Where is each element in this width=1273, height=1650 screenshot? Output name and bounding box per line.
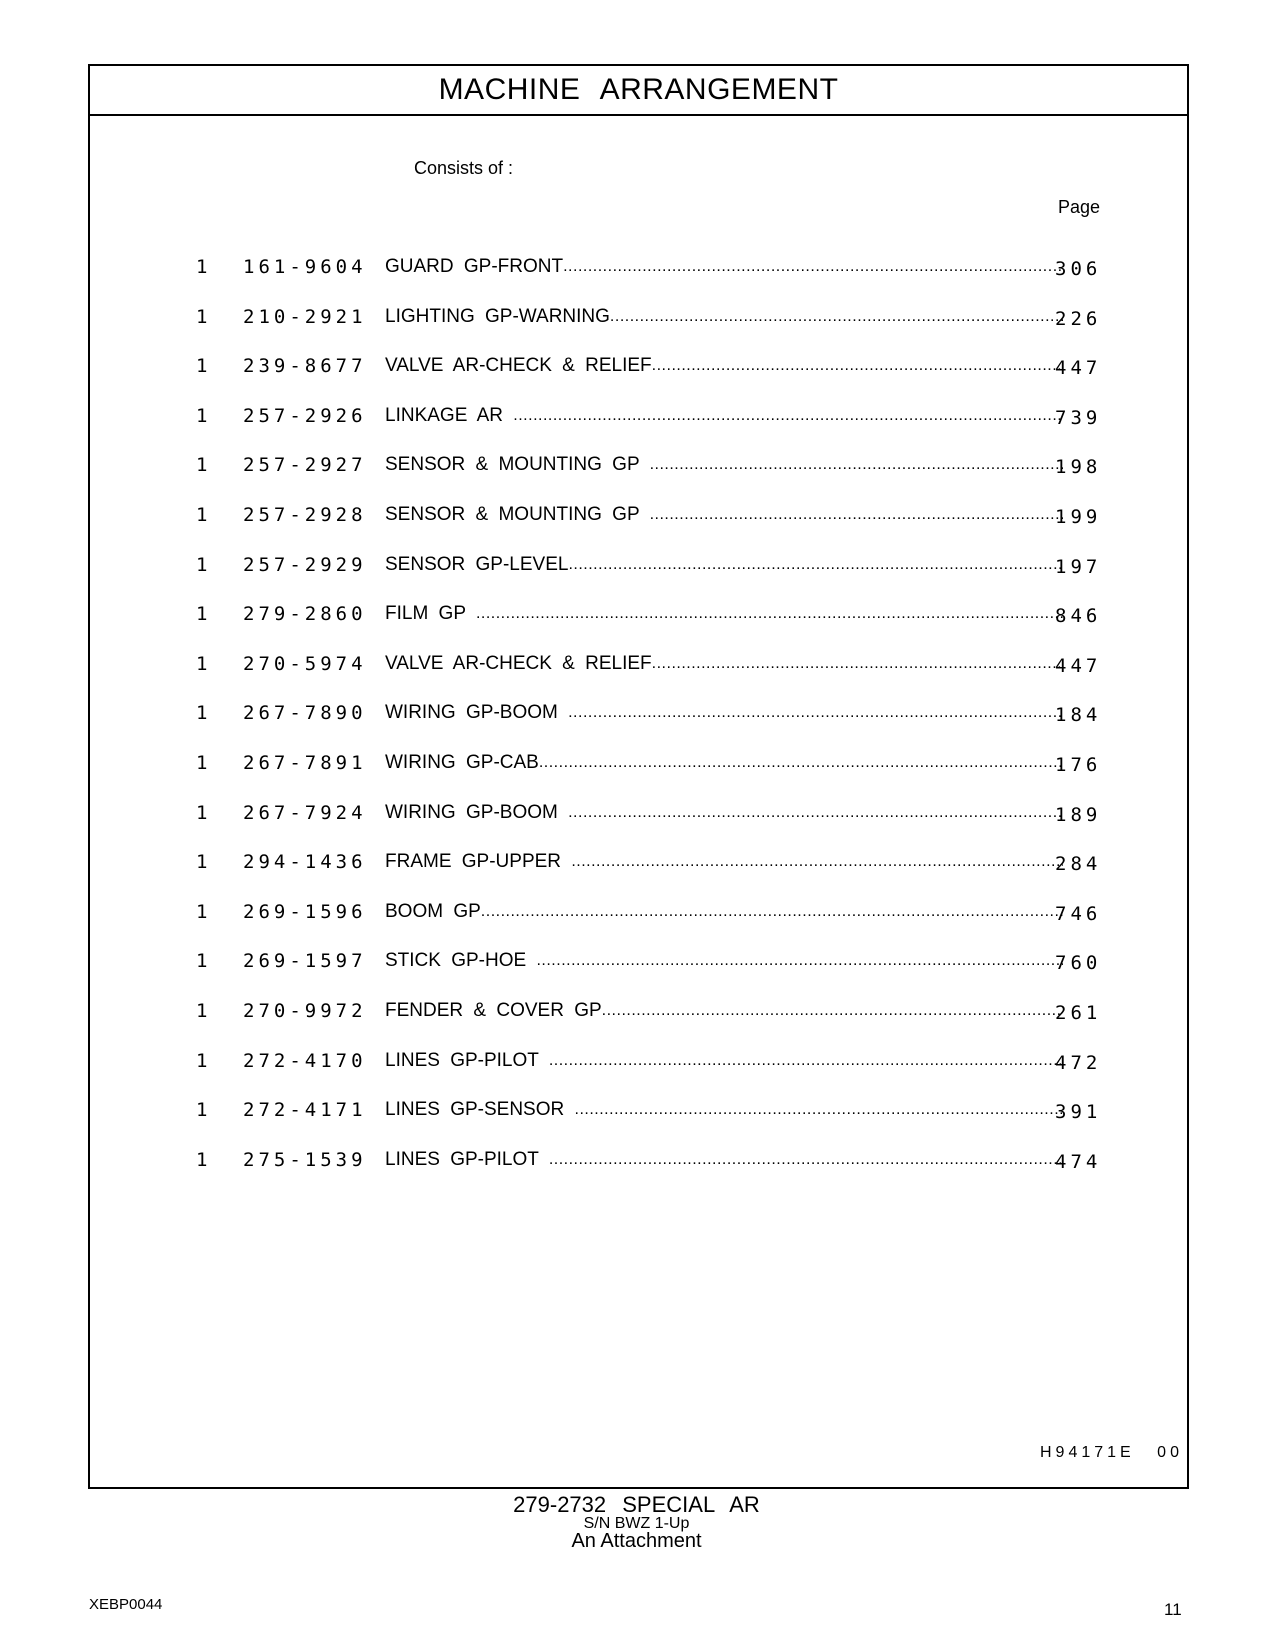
item-part-number: 267-7890 (243, 702, 367, 725)
item-quantity: 1 (196, 404, 208, 427)
item-part-number: 270-9972 (243, 1000, 367, 1022)
list-item (90, 1000, 1187, 1030)
item-description-line (385, 603, 1063, 625)
item-part-number: 270-5974 (243, 652, 367, 675)
item-part-number: 210-2921 (243, 305, 367, 328)
item-part-number: 257-2927 (243, 454, 367, 477)
item-quantity: 1 (196, 256, 208, 278)
leader-dots (571, 851, 1063, 873)
list-item (90, 901, 1187, 931)
list-item (90, 554, 1187, 584)
item-part-number: 294-1436 (243, 851, 367, 874)
item-description: GUARD GP-FRONT (385, 256, 564, 277)
item-description-line (385, 802, 1063, 824)
leader-dots (602, 1000, 1063, 1022)
item-description-line (385, 454, 1063, 476)
leader-dots (549, 1050, 1063, 1072)
item-quantity: 1 (196, 1049, 208, 1072)
item-page: 739 (1055, 406, 1102, 429)
list-item (90, 256, 1187, 286)
page-column-header: Page (1058, 197, 1101, 217)
leader-dots (549, 1149, 1063, 1171)
item-part-number: 257-2926 (243, 404, 367, 427)
page-title: MACHINE ARRANGEMENT (90, 66, 1187, 116)
item-part-number: 267-7891 (243, 752, 367, 774)
item-description: LINKAGE AR (385, 404, 514, 426)
item-description: SENSOR & MOUNTING GP (385, 504, 650, 525)
item-page: 189 (1055, 803, 1102, 826)
list-item (90, 653, 1187, 683)
item-description-line (385, 752, 1063, 774)
item-page: 197 (1055, 555, 1102, 578)
item-description-line (385, 950, 1063, 972)
list-item (90, 1050, 1187, 1080)
item-quantity: 1 (196, 553, 208, 576)
list-item (90, 802, 1187, 832)
item-description: LIGHTING GP-WARNING (385, 305, 610, 327)
item-part-number: 275-1539 (243, 1148, 367, 1171)
item-description: STICK GP-HOE (385, 950, 537, 972)
list-item (90, 603, 1187, 633)
item-quantity: 1 (196, 1148, 208, 1171)
leader-dots (563, 256, 1063, 278)
leader-dots (476, 603, 1063, 625)
leader-dots (568, 554, 1063, 576)
item-description: BOOM GP (385, 900, 481, 922)
item-quantity: 1 (196, 1099, 208, 1122)
item-page: 474 (1055, 1150, 1102, 1173)
leader-dots (568, 702, 1063, 724)
list-item (90, 355, 1187, 385)
item-description: LINES GP-SENSOR (385, 1099, 575, 1121)
item-quantity: 1 (196, 752, 208, 774)
item-description-line (385, 1099, 1063, 1121)
item-description-line (385, 1149, 1063, 1171)
item-description-line (385, 256, 1063, 278)
item-quantity: 1 (196, 504, 208, 526)
item-description-line (385, 901, 1063, 923)
item-page: 472 (1055, 1051, 1102, 1074)
item-description: WIRING GP-BOOM (385, 801, 569, 823)
item-quantity: 1 (196, 851, 208, 874)
list-item (90, 306, 1187, 336)
list-item (90, 752, 1187, 782)
item-description: VALVE AR-CHECK & RELIEF (385, 355, 652, 377)
list-item (90, 851, 1187, 881)
item-description-line (385, 355, 1063, 377)
item-quantity: 1 (196, 305, 208, 328)
item-part-number: 269-1596 (243, 900, 367, 923)
item-page: 846 (1055, 605, 1102, 628)
list-item (90, 702, 1187, 732)
consists-of-label: Consists of : (414, 158, 514, 178)
list-item (90, 1149, 1187, 1179)
item-part-number: 267-7924 (243, 801, 367, 824)
list-item (90, 1099, 1187, 1129)
item-part-number: 272-4171 (243, 1099, 367, 1122)
list-item (90, 504, 1187, 534)
leader-dots (536, 950, 1063, 972)
leader-dots (652, 355, 1063, 377)
item-description: VALVE AR-CHECK & RELIEF (385, 652, 652, 674)
item-part-number: 269-1597 (243, 950, 367, 973)
item-page: 746 (1055, 902, 1102, 925)
item-description-line (385, 1050, 1063, 1072)
item-page: 261 (1055, 1002, 1102, 1024)
item-description-line (385, 504, 1063, 526)
item-quantity: 1 (196, 950, 208, 973)
item-description: FRAME GP-UPPER (385, 851, 572, 873)
leader-dots (652, 653, 1063, 675)
leader-dots (650, 454, 1063, 476)
leader-dots (610, 306, 1063, 328)
list-item (90, 950, 1187, 980)
item-part-number: 279-2860 (243, 603, 367, 626)
item-quantity: 1 (196, 454, 208, 477)
item-quantity: 1 (196, 900, 208, 923)
item-quantity: 1 (196, 1000, 208, 1022)
leader-dots (650, 504, 1063, 526)
item-quantity: 1 (196, 652, 208, 675)
item-description-line (385, 306, 1063, 328)
item-part-number: 257-2928 (243, 504, 367, 526)
item-description-line (385, 554, 1063, 576)
page-number: 11 (1164, 1600, 1182, 1619)
footer-serial: S/N BWZ 1-Up (583, 1515, 690, 1532)
item-part-number: 272-4170 (243, 1049, 367, 1072)
footer-title: 279-2732 SPECIAL AR (513, 1492, 760, 1517)
item-page: 447 (1055, 654, 1102, 677)
item-description: FENDER & COVER GP (385, 1000, 602, 1021)
item-description-line (385, 1000, 1063, 1022)
leader-dots (513, 405, 1063, 427)
item-page: 199 (1055, 506, 1102, 528)
document-id: XEBP0044 (89, 1596, 163, 1613)
item-page: 198 (1055, 456, 1102, 479)
item-page: 226 (1055, 307, 1102, 330)
item-page: 184 (1055, 704, 1102, 727)
item-description: LINES GP-PILOT (385, 1148, 549, 1170)
item-page: 447 (1055, 357, 1102, 380)
item-page: 760 (1055, 952, 1102, 975)
item-page: 306 (1055, 258, 1102, 280)
item-description: SENSOR & MOUNTING GP (385, 454, 650, 476)
item-quantity: 1 (196, 801, 208, 824)
item-description: WIRING GP-CAB (385, 752, 539, 773)
item-description-line (385, 653, 1063, 675)
item-description: SENSOR GP-LEVEL (385, 553, 569, 575)
item-description: WIRING GP-BOOM (385, 702, 569, 724)
item-quantity: 1 (196, 702, 208, 725)
item-page: 284 (1055, 853, 1102, 876)
item-part-number: 161-9604 (243, 256, 367, 278)
arrangement-frame (88, 64, 1189, 1489)
item-page: 176 (1055, 754, 1102, 776)
footer-attachment: An Attachment (571, 1530, 702, 1552)
item-quantity: 1 (196, 603, 208, 626)
leader-dots (568, 802, 1063, 824)
item-part-number: 239-8677 (243, 355, 367, 378)
item-part-number: 257-2929 (243, 553, 367, 576)
item-description: LINES GP-PILOT (385, 1049, 549, 1071)
item-quantity: 1 (196, 355, 208, 378)
leader-dots (539, 752, 1063, 774)
item-page: 391 (1055, 1101, 1102, 1124)
list-item (90, 405, 1187, 435)
form-code: H94171E 00 (1040, 1444, 1183, 1461)
leader-dots (481, 901, 1063, 923)
item-description-line (385, 405, 1063, 427)
list-item (90, 454, 1187, 484)
item-description-line (385, 702, 1063, 724)
item-description-line (385, 851, 1063, 873)
item-description: FILM GP (385, 603, 476, 625)
leader-dots (575, 1099, 1064, 1121)
